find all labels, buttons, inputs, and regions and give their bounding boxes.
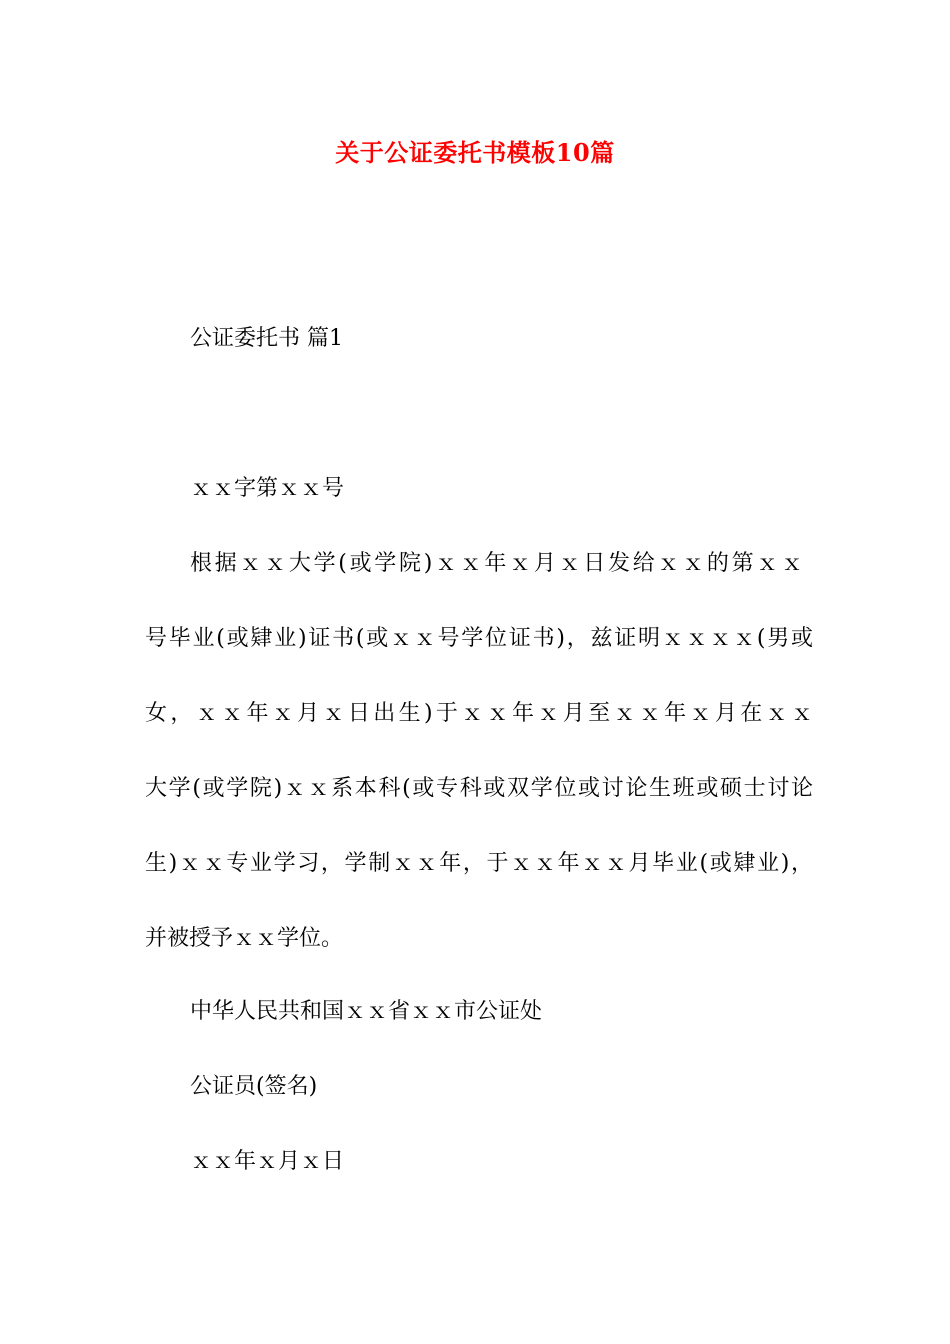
section-heading: 公证委托书 篇1 <box>190 326 343 351</box>
notary-signature-line: 公证员(签名) <box>190 1074 318 1099</box>
date-line: ｘｘ年ｘ月ｘ日 <box>190 1149 345 1174</box>
body-line-2: 号毕业(或肄业)证书(或ｘｘ号学位证书)，兹证明ｘｘｘｘ(男或 <box>145 626 813 651</box>
document-title: 关于公证委托书模板10篇 <box>335 138 615 167</box>
body-line-3: 女，ｘｘ年ｘ月ｘ日出生)于ｘｘ年ｘ月至ｘｘ年ｘ月在ｘｘ <box>145 701 813 726</box>
issuer-line: 中华人民共和国ｘｘ省ｘｘ市公证处 <box>190 999 543 1024</box>
body-line-1: 根据ｘｘ大学(或学院)ｘｘ年ｘ月ｘ日发给ｘｘ的第ｘｘ <box>190 551 803 576</box>
body-line-5: 生)ｘｘ专业学习，学制ｘｘ年，于ｘｘ年ｘｘ月毕业(或肄业)， <box>145 851 813 876</box>
reference-number: ｘｘ字第ｘｘ号 <box>190 476 345 501</box>
body-line-6: 并被授予ｘｘ学位。 <box>145 926 344 951</box>
body-line-4: 大学(或学院)ｘｘ系本科(或专科或双学位或讨论生班或硕士讨论 <box>145 776 813 801</box>
